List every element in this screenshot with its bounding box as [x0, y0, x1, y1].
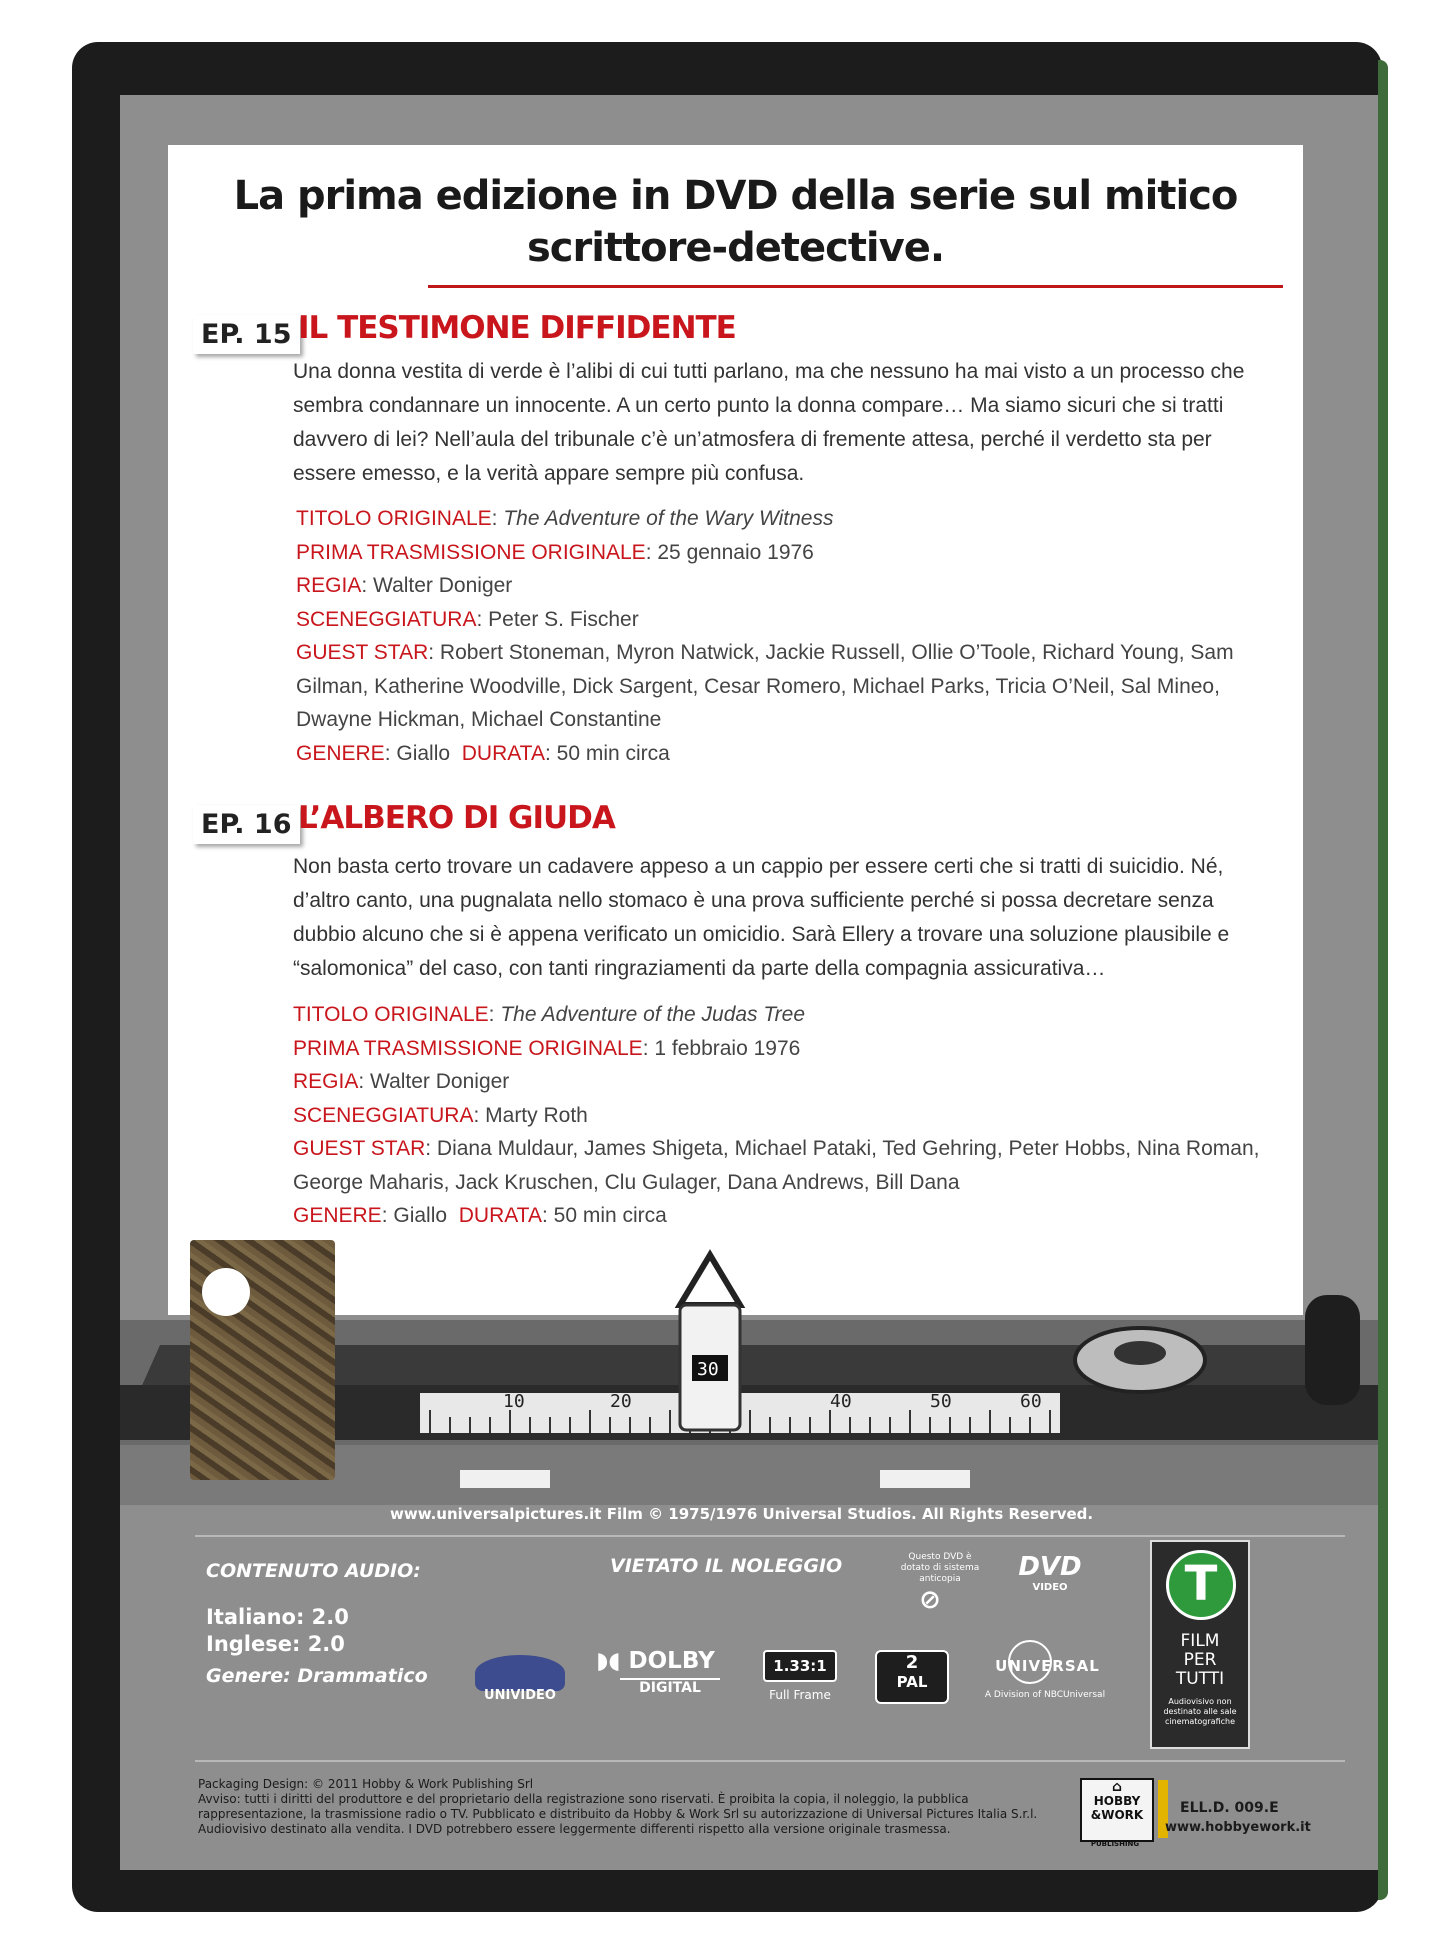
audio-italian: Italiano: 2.0 — [206, 1605, 349, 1629]
guest-stars: Robert Stoneman, Myron Natwick, Jackie Russell, Ollie O’Toole, Richard Young, Sam Gilman, Katherine Woodville, Dick Sargent, Cesar Romero, Michael Parks, Tricia O’Neil, Sal Mineo, Dwayne Hickman, Michael Constantine — [296, 641, 1234, 731]
paper-sheet — [168, 145, 1303, 1315]
credit-label: GENERE — [293, 1204, 382, 1227]
scale-label: 20 — [610, 1391, 632, 1412]
universal-subtitle: A Division of NBCUniversal — [984, 1690, 1106, 1700]
univideo-mark — [475, 1655, 565, 1691]
genre: Giallo — [393, 1204, 448, 1227]
episode-synopsis: Non basta certo trovare un cadavere appeso a un cappio per essere certi che si tratti di suicidio. Né, d’altro canto, una pugnalata nello stomaco è una prova sufficiente perché si possa decretare senza dubbio alcuno che si è appena verificato un omicidio. Sarà Ellery a trovare una soluzione plausibile e “salomonica” del caso, con tanti ringraziamenti da parte della compagnia assicurativa… — [293, 855, 1230, 980]
credit-label: DURATA — [461, 741, 545, 765]
publisher-url: www.hobbyework.it — [1165, 1820, 1311, 1835]
scale-label: 50 — [930, 1391, 952, 1412]
credit-label: GUEST STAR — [296, 641, 429, 664]
episode-number: EP. 15 — [193, 315, 300, 354]
case-edge — [1378, 60, 1388, 1900]
dvd-video-label: VIDEO — [1032, 1582, 1068, 1593]
rating-line: TUTTI — [1175, 1669, 1225, 1689]
paper-guide — [680, 1255, 740, 1305]
credit-label: SCENEGGIATURA — [296, 607, 477, 631]
univideo-logo: UNIVIDEO — [484, 1688, 556, 1703]
original-title: The Adventure of the Wary Witness — [503, 507, 834, 530]
director: Walter Doniger — [373, 574, 513, 597]
credit-label: TITOLO ORIGINALE — [296, 507, 492, 530]
original-title: The Adventure of the Judas Tree — [500, 1003, 806, 1026]
red-divider — [428, 285, 1283, 288]
credit-label: GUEST STAR — [293, 1137, 426, 1160]
audio-genre: Genere: Drammatico — [206, 1665, 428, 1687]
credit-label: REGIA — [296, 574, 362, 597]
credit-label: TITOLO ORIGINALE — [293, 1003, 489, 1026]
divider — [195, 1535, 1345, 1537]
no-copy-icon: ⊘ — [919, 1585, 941, 1615]
dolby-label: DOLBY — [628, 1648, 715, 1674]
audio-english: Inglese: 2.0 — [206, 1632, 345, 1656]
dvd-logo: DVD — [1018, 1552, 1082, 1582]
publisher-sub: PUBLISHING — [1090, 1840, 1140, 1848]
screenplay: Marty Roth — [485, 1103, 588, 1127]
rental-notice: VIETATO IL NOLEGGIO — [610, 1555, 843, 1577]
first-broadcast: 1 febbraio 1976 — [654, 1036, 801, 1060]
divider — [195, 1760, 1345, 1762]
episode-credits: TITOLO ORIGINALE: The Adventure of the Wary Witness PRIMA TRASMISSIONE ORIGINALE: 25 gennaio 1976 REGIA: Walter Doniger SCENEGGIATURA: Peter S. Fischer GUEST STAR: Robert Stoneman, Myron Natwick, Jackie Russell, Ollie O’Toole, Richard Young, Sam Gilman, Katherine Woodville, Dick Sargent, Cesar Romero, Michael Parks, Tricia O’Neil, Sal Mineo, Dwayne Hickman, Michael Constantine GENERE: Giallo DURATA: 50 min circa — [296, 507, 1234, 765]
genre: Giallo — [396, 741, 451, 765]
rating-letter: T — [1166, 1550, 1236, 1620]
dolby-digital-label: DIGITAL — [620, 1678, 720, 1696]
credit-label: DURATA — [458, 1204, 542, 1227]
pal-label: PAL — [896, 1673, 928, 1691]
hologram-sticker — [190, 1240, 335, 1480]
credit-label: PRIMA TRASMISSIONE ORIGINALE — [293, 1036, 643, 1060]
cursor-label: 30 — [697, 1359, 719, 1380]
publisher-line: &WORK — [1090, 1808, 1144, 1822]
scale-label: 60 — [1020, 1391, 1042, 1412]
director: Walter Doniger — [370, 1070, 510, 1093]
dolby-logo — [588, 1648, 723, 1674]
guest-stars: Diana Muldaur, James Shigeta, Michael Pataki, Ted Gehring, Peter Hobbs, Nina Roman, George Maharis, Jack Kruschen, Clu Gulager, Dana Andrews, Bill Dana — [293, 1137, 1260, 1194]
region-number: 2 — [905, 1652, 919, 1673]
rating-line: FILM — [1180, 1631, 1220, 1651]
scale-label: 40 — [830, 1391, 852, 1412]
credit-label: GENERE — [296, 741, 385, 765]
duration: 50 min circa — [556, 741, 670, 765]
episode-title: IL TESTIMONE DIFFIDENTE — [298, 310, 736, 346]
first-broadcast: 25 gennaio 1976 — [657, 540, 814, 564]
episode-number: EP. 16 — [193, 805, 300, 844]
sticker-hole — [202, 1268, 250, 1316]
hobby-work-logo — [1080, 1778, 1154, 1842]
episode-title: L’ALBERO DI GIUDA — [298, 800, 615, 836]
rating-badge — [1150, 1540, 1250, 1749]
product-code: ELL.D. 009.E — [1180, 1800, 1279, 1816]
episode-synopsis: Una donna vestita di verde è l’alibi di cui tutti parlano, ma che nessuno ha mai visto a un processo che sembra condannare un innocente. A un certo punto la donna compare… Ma siamo sicuri che si tratti davvero di lei? Nell’aula del tribunale c’è un’atmosfera di fremente attesa, perché il verdetto sta per essere emesso, e la verità appare sempre più confusa. — [293, 360, 1245, 485]
region-pal-badge — [875, 1650, 949, 1704]
episode-credits: TITOLO ORIGINALE: The Adventure of the Judas Tree PRIMA TRASMISSIONE ORIGINALE: 1 febbraio 1976 REGIA: Walter Doniger SCENEGGIATURA: Marty Roth GUEST STAR: Diana Muldaur, James Shigeta, Michael Pataki, Ted Gehring, Peter Hobbs, Nina Roman, George Maharis, Jack Kruschen, Clu Gulager, Dana Andrews, Bill Dana GENERE: Giallo DURATA: 50 min circa — [293, 1003, 1260, 1227]
platen-knob-right — [1305, 1295, 1360, 1405]
tagline: La prima edizione in DVD della serie sul mitico scrittore-detective. — [233, 173, 1238, 271]
rating-text — [1152, 1632, 1248, 1689]
audio-heading: CONTENUTO AUDIO: — [206, 1560, 421, 1582]
aspect-ratio-badge: 1.33:1 — [763, 1650, 837, 1682]
universal-logo: UNIVERSAL — [995, 1657, 1100, 1675]
full-frame-label: Full Frame — [769, 1688, 831, 1702]
publisher-line: HOBBY — [1093, 1794, 1141, 1808]
credit-label: SCENEGGIATURA — [293, 1103, 474, 1127]
hobby-house-icon: ⌂ — [1111, 1779, 1123, 1795]
rating-line: PER — [1183, 1650, 1217, 1670]
duration: 50 min circa — [553, 1204, 667, 1227]
legal-notice: Packaging Design: © 2011 Hobby & Work Publishing Srl Avviso: tutti i diritti del produttore e del proprietario della registrazione sono riservati. È proibita la copia, il noleggio, la pubblica rappresentazione, la trasmissione radio o TV. Pubblicato e distribuito da Hobby & Work Srl su autorizzazione di Universal Pictures Italia S.r.l. Audiovisivo destinato alla vendita. I DVD potrebbero essere leggermente differenti rispetto alla versione originale trasmessa. — [198, 1777, 1038, 1836]
copyright-line: www.universalpictures.it Film © 1975/1976 Universal Studios. All Rights Reserved. — [390, 1505, 1094, 1523]
dolby-double-d-icon: ◗◖ — [596, 1648, 621, 1674]
credit-label: REGIA — [293, 1070, 359, 1093]
credit-label: PRIMA TRASMISSIONE ORIGINALE — [296, 540, 646, 564]
scale-label: 10 — [503, 1391, 525, 1412]
rating-note: Audiovisivo non destinato alle sale cinematografiche — [1163, 1697, 1237, 1726]
anticopy-notice: Questo DVD è dotato di sistema anticopia — [900, 1552, 980, 1584]
screenplay: Peter S. Fischer — [488, 607, 639, 631]
